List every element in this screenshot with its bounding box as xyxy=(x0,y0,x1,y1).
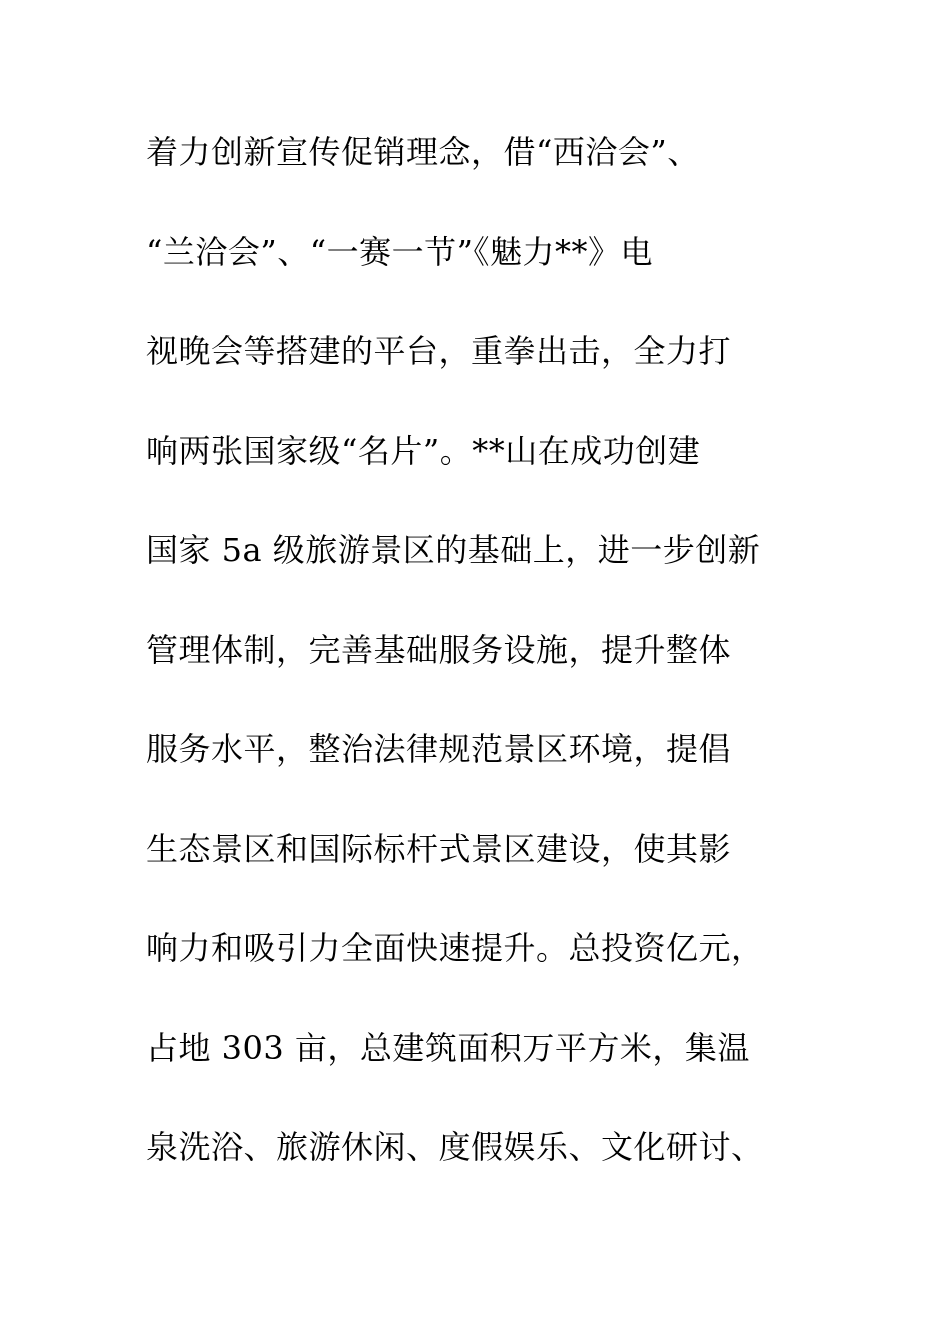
body-text xyxy=(146,124,826,1219)
text-line: “兰洽会”、“一赛一节”《魅力**》电 xyxy=(146,232,653,271)
text-line: 响两张国家级“名片”。**山在成功创建 xyxy=(146,431,701,470)
text-line: 视晚会等搭建的平台，重拳出击，全力打 xyxy=(146,332,732,370)
text-line: 生态景区和国际标杆式景区建设，使其影 xyxy=(146,829,732,868)
text-line: 泉洗浴、旅游休闲、度假娱乐、文化研讨、 xyxy=(146,1128,764,1166)
text-line: 占地 303 亩，总建筑面积万平方米，集温 xyxy=(146,1028,750,1067)
text-line: 响力和吸引力全面快速提升。总投资亿元， xyxy=(146,929,764,967)
text-line: 服务水平，整治法律规范景区环境，提倡 xyxy=(146,730,732,768)
text-line: 管理体制，完善基础服务设施，提升整体 xyxy=(146,630,732,669)
text-line: 着力创新宣传促销理念，借“西洽会”、 xyxy=(146,133,700,171)
text-line: 国家 5a 级旅游景区的基础上，进一步创新 xyxy=(146,531,761,569)
